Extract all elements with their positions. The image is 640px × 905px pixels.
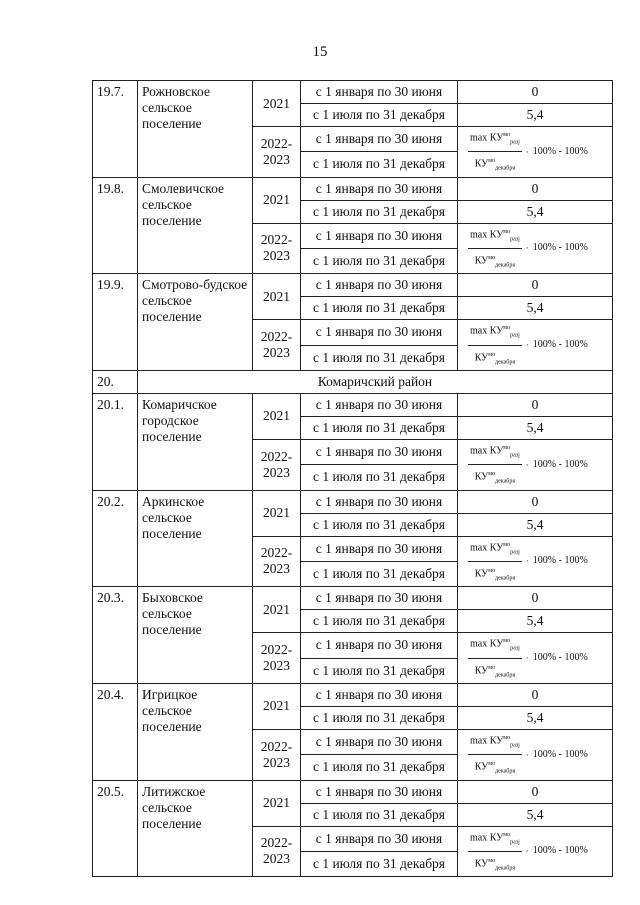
formula-fraction: $\frac{\max КУ^{мо}_{разj}}{КУ^{мо}_{декабря}}$ bbox=[468, 440, 522, 490]
period-cell: с 1 января по 30 июня bbox=[301, 826, 458, 851]
row-number: 20. bbox=[93, 370, 138, 393]
year-cell: 2021 bbox=[253, 393, 301, 439]
formula-fraction: $\frac{\max КУ^{мо}_{разj}}{КУ^{мо}_{декабря}}$ bbox=[468, 537, 522, 587]
settlement-name: Литижское сельское поселение bbox=[138, 780, 253, 877]
formula: $\frac{\max КУ^{мо}_{разj}}{КУ^{мо}_{декабря}}$ · 100% - 100% bbox=[462, 827, 608, 877]
year-cell: 2022-2023 bbox=[253, 223, 301, 274]
year-cell: 2021 bbox=[253, 587, 301, 633]
value-cell: 5,4 bbox=[458, 803, 613, 826]
table-row bbox=[93, 587, 613, 610]
period-cell: с 1 января по 30 июня bbox=[301, 683, 458, 706]
value-cell: 5,4 bbox=[458, 104, 613, 127]
value-cell: 5,4 bbox=[458, 297, 613, 320]
period-cell: с 1 января по 30 июня bbox=[301, 587, 458, 610]
year-cell: 2021 bbox=[253, 177, 301, 223]
formula-cell bbox=[458, 127, 613, 178]
formula-fraction: $\frac{\max КУ^{мо}_{разj}}{КУ^{мо}_{декабря}}$ bbox=[468, 224, 522, 274]
formula-cell bbox=[458, 729, 613, 780]
value-cell: 0 bbox=[458, 683, 613, 706]
period-cell: с 1 июля по 31 декабря bbox=[301, 200, 458, 223]
period-cell: с 1 июля по 31 декабря bbox=[301, 706, 458, 729]
value-cell: 0 bbox=[458, 177, 613, 200]
formula-fraction: $\frac{\max КУ^{мо}_{разj}}{КУ^{мо}_{декабря}}$ bbox=[468, 320, 522, 370]
formula-fraction: $\frac{\max КУ^{мо}_{разj}}{КУ^{мо}_{декабря}}$ bbox=[468, 633, 522, 683]
period-cell: с 1 июля по 31 декабря bbox=[301, 851, 458, 876]
period-cell: с 1 января по 30 июня bbox=[301, 127, 458, 152]
year-cell: 2021 bbox=[253, 274, 301, 320]
period-cell: с 1 января по 30 июня bbox=[301, 439, 458, 464]
period-cell: с 1 января по 30 июня bbox=[301, 536, 458, 561]
value-cell: 5,4 bbox=[458, 513, 613, 536]
settlement-name: Игрицкое сельское поселение bbox=[138, 683, 253, 780]
formula-cell bbox=[458, 223, 613, 274]
period-cell: с 1 января по 30 июня bbox=[301, 81, 458, 104]
page-number: 15 bbox=[312, 44, 328, 60]
formula-cell bbox=[458, 826, 613, 877]
table-row bbox=[93, 780, 613, 803]
row-number: 20.4. bbox=[93, 683, 138, 780]
year-cell: 2021 bbox=[253, 780, 301, 826]
formula-cell bbox=[458, 439, 613, 490]
formula-cell bbox=[458, 536, 613, 587]
period-cell: с 1 января по 30 июня bbox=[301, 320, 458, 345]
value-cell: 0 bbox=[458, 274, 613, 297]
year-cell: 2022-2023 bbox=[253, 536, 301, 587]
formula: $\frac{\max КУ^{мо}_{разj}}{КУ^{мо}_{декабря}}$ · 100% - 100% bbox=[462, 730, 608, 780]
value-cell: 5,4 bbox=[458, 416, 613, 439]
district-row bbox=[93, 370, 613, 393]
period-cell: с 1 января по 30 июня bbox=[301, 633, 458, 658]
period-cell: с 1 июля по 31 декабря bbox=[301, 513, 458, 536]
period-cell: с 1 июля по 31 декабря bbox=[301, 345, 458, 370]
settlement-name: Смотрово-будское сельское поселение bbox=[138, 274, 253, 371]
value-cell: 0 bbox=[458, 587, 613, 610]
settlement-name: Смолевичское сельское поселение bbox=[138, 177, 253, 274]
table-row bbox=[93, 683, 613, 706]
row-number: 20.3. bbox=[93, 587, 138, 684]
value-cell: 5,4 bbox=[458, 200, 613, 223]
settlement-name: Комаричское городское поселение bbox=[138, 393, 253, 490]
district-name: Комаричский район bbox=[138, 370, 613, 393]
period-cell: с 1 июля по 31 декабря bbox=[301, 416, 458, 439]
period-cell: с 1 января по 30 июня bbox=[301, 223, 458, 248]
tariff-table bbox=[92, 80, 613, 877]
year-cell: 2022-2023 bbox=[253, 439, 301, 490]
value-cell: 5,4 bbox=[458, 706, 613, 729]
value-cell: 0 bbox=[458, 81, 613, 104]
period-cell: с 1 июля по 31 декабря bbox=[301, 104, 458, 127]
year-cell: 2021 bbox=[253, 683, 301, 729]
year-cell: 2022-2023 bbox=[253, 127, 301, 178]
table-row bbox=[93, 393, 613, 416]
formula-fraction: $\frac{\max КУ^{мо}_{разj}}{КУ^{мо}_{декабря}}$ bbox=[468, 827, 522, 877]
period-cell: с 1 января по 30 июня bbox=[301, 393, 458, 416]
period-cell: с 1 июля по 31 декабря bbox=[301, 297, 458, 320]
period-cell: с 1 января по 30 июня bbox=[301, 729, 458, 754]
year-cell: 2021 bbox=[253, 490, 301, 536]
formula-cell bbox=[458, 320, 613, 371]
period-cell: с 1 июля по 31 декабря bbox=[301, 248, 458, 273]
period-cell: с 1 июля по 31 декабря bbox=[301, 152, 458, 177]
period-cell: с 1 июля по 31 декабря bbox=[301, 561, 458, 586]
value-cell: 0 bbox=[458, 393, 613, 416]
formula: $\frac{\max КУ^{мо}_{разj}}{КУ^{мо}_{декабря}}$ · 100% - 100% bbox=[462, 537, 608, 587]
table-row bbox=[93, 274, 613, 297]
table-row bbox=[93, 81, 613, 104]
value-cell: 5,4 bbox=[458, 610, 613, 633]
period-cell: с 1 июля по 31 декабря bbox=[301, 610, 458, 633]
row-number: 20.5. bbox=[93, 780, 138, 877]
period-cell: с 1 января по 30 июня bbox=[301, 490, 458, 513]
row-number: 20.2. bbox=[93, 490, 138, 587]
period-cell: с 1 января по 30 июня bbox=[301, 177, 458, 200]
formula: $\frac{\max КУ^{мо}_{разj}}{КУ^{мо}_{декабря}}$ · 100% - 100% bbox=[462, 127, 608, 177]
formula: $\frac{\max КУ^{мо}_{разj}}{КУ^{мо}_{декабря}}$ · 100% - 100% bbox=[462, 320, 608, 370]
period-cell: с 1 июля по 31 декабря bbox=[301, 465, 458, 490]
formula: $\frac{\max КУ^{мо}_{разj}}{КУ^{мо}_{декабря}}$ · 100% - 100% bbox=[462, 440, 608, 490]
period-cell: с 1 июля по 31 декабря bbox=[301, 755, 458, 780]
value-cell: 0 bbox=[458, 780, 613, 803]
table-row bbox=[93, 177, 613, 200]
period-cell: с 1 июля по 31 декабря bbox=[301, 803, 458, 826]
row-number: 19.8. bbox=[93, 177, 138, 274]
formula-fraction: $\frac{\max КУ^{мо}_{разj}}{КУ^{мо}_{декабря}}$ bbox=[468, 730, 522, 780]
row-number: 20.1. bbox=[93, 393, 138, 490]
value-cell: 0 bbox=[458, 490, 613, 513]
row-number: 19.7. bbox=[93, 81, 138, 178]
year-cell: 2022-2023 bbox=[253, 633, 301, 684]
settlement-name: Аркинское сельское поселение bbox=[138, 490, 253, 587]
year-cell: 2021 bbox=[253, 81, 301, 127]
year-cell: 2022-2023 bbox=[253, 729, 301, 780]
period-cell: с 1 января по 30 июня bbox=[301, 274, 458, 297]
formula: $\frac{\max КУ^{мо}_{разj}}{КУ^{мо}_{декабря}}$ · 100% - 100% bbox=[462, 633, 608, 683]
formula-cell bbox=[458, 633, 613, 684]
formula: $\frac{\max КУ^{мо}_{разj}}{КУ^{мо}_{декабря}}$ · 100% - 100% bbox=[462, 224, 608, 274]
period-cell: с 1 июля по 31 декабря bbox=[301, 658, 458, 683]
row-number: 19.9. bbox=[93, 274, 138, 371]
period-cell: с 1 января по 30 июня bbox=[301, 780, 458, 803]
year-cell: 2022-2023 bbox=[253, 320, 301, 371]
settlement-name: Рожновское сельское поселение bbox=[138, 81, 253, 178]
table-row bbox=[93, 490, 613, 513]
settlement-name: Быховское сельское поселение bbox=[138, 587, 253, 684]
year-cell: 2022-2023 bbox=[253, 826, 301, 877]
formula-fraction: $\frac{\max КУ^{мо}_{разj}}{КУ^{мо}_{декабря}}$ bbox=[468, 127, 522, 177]
